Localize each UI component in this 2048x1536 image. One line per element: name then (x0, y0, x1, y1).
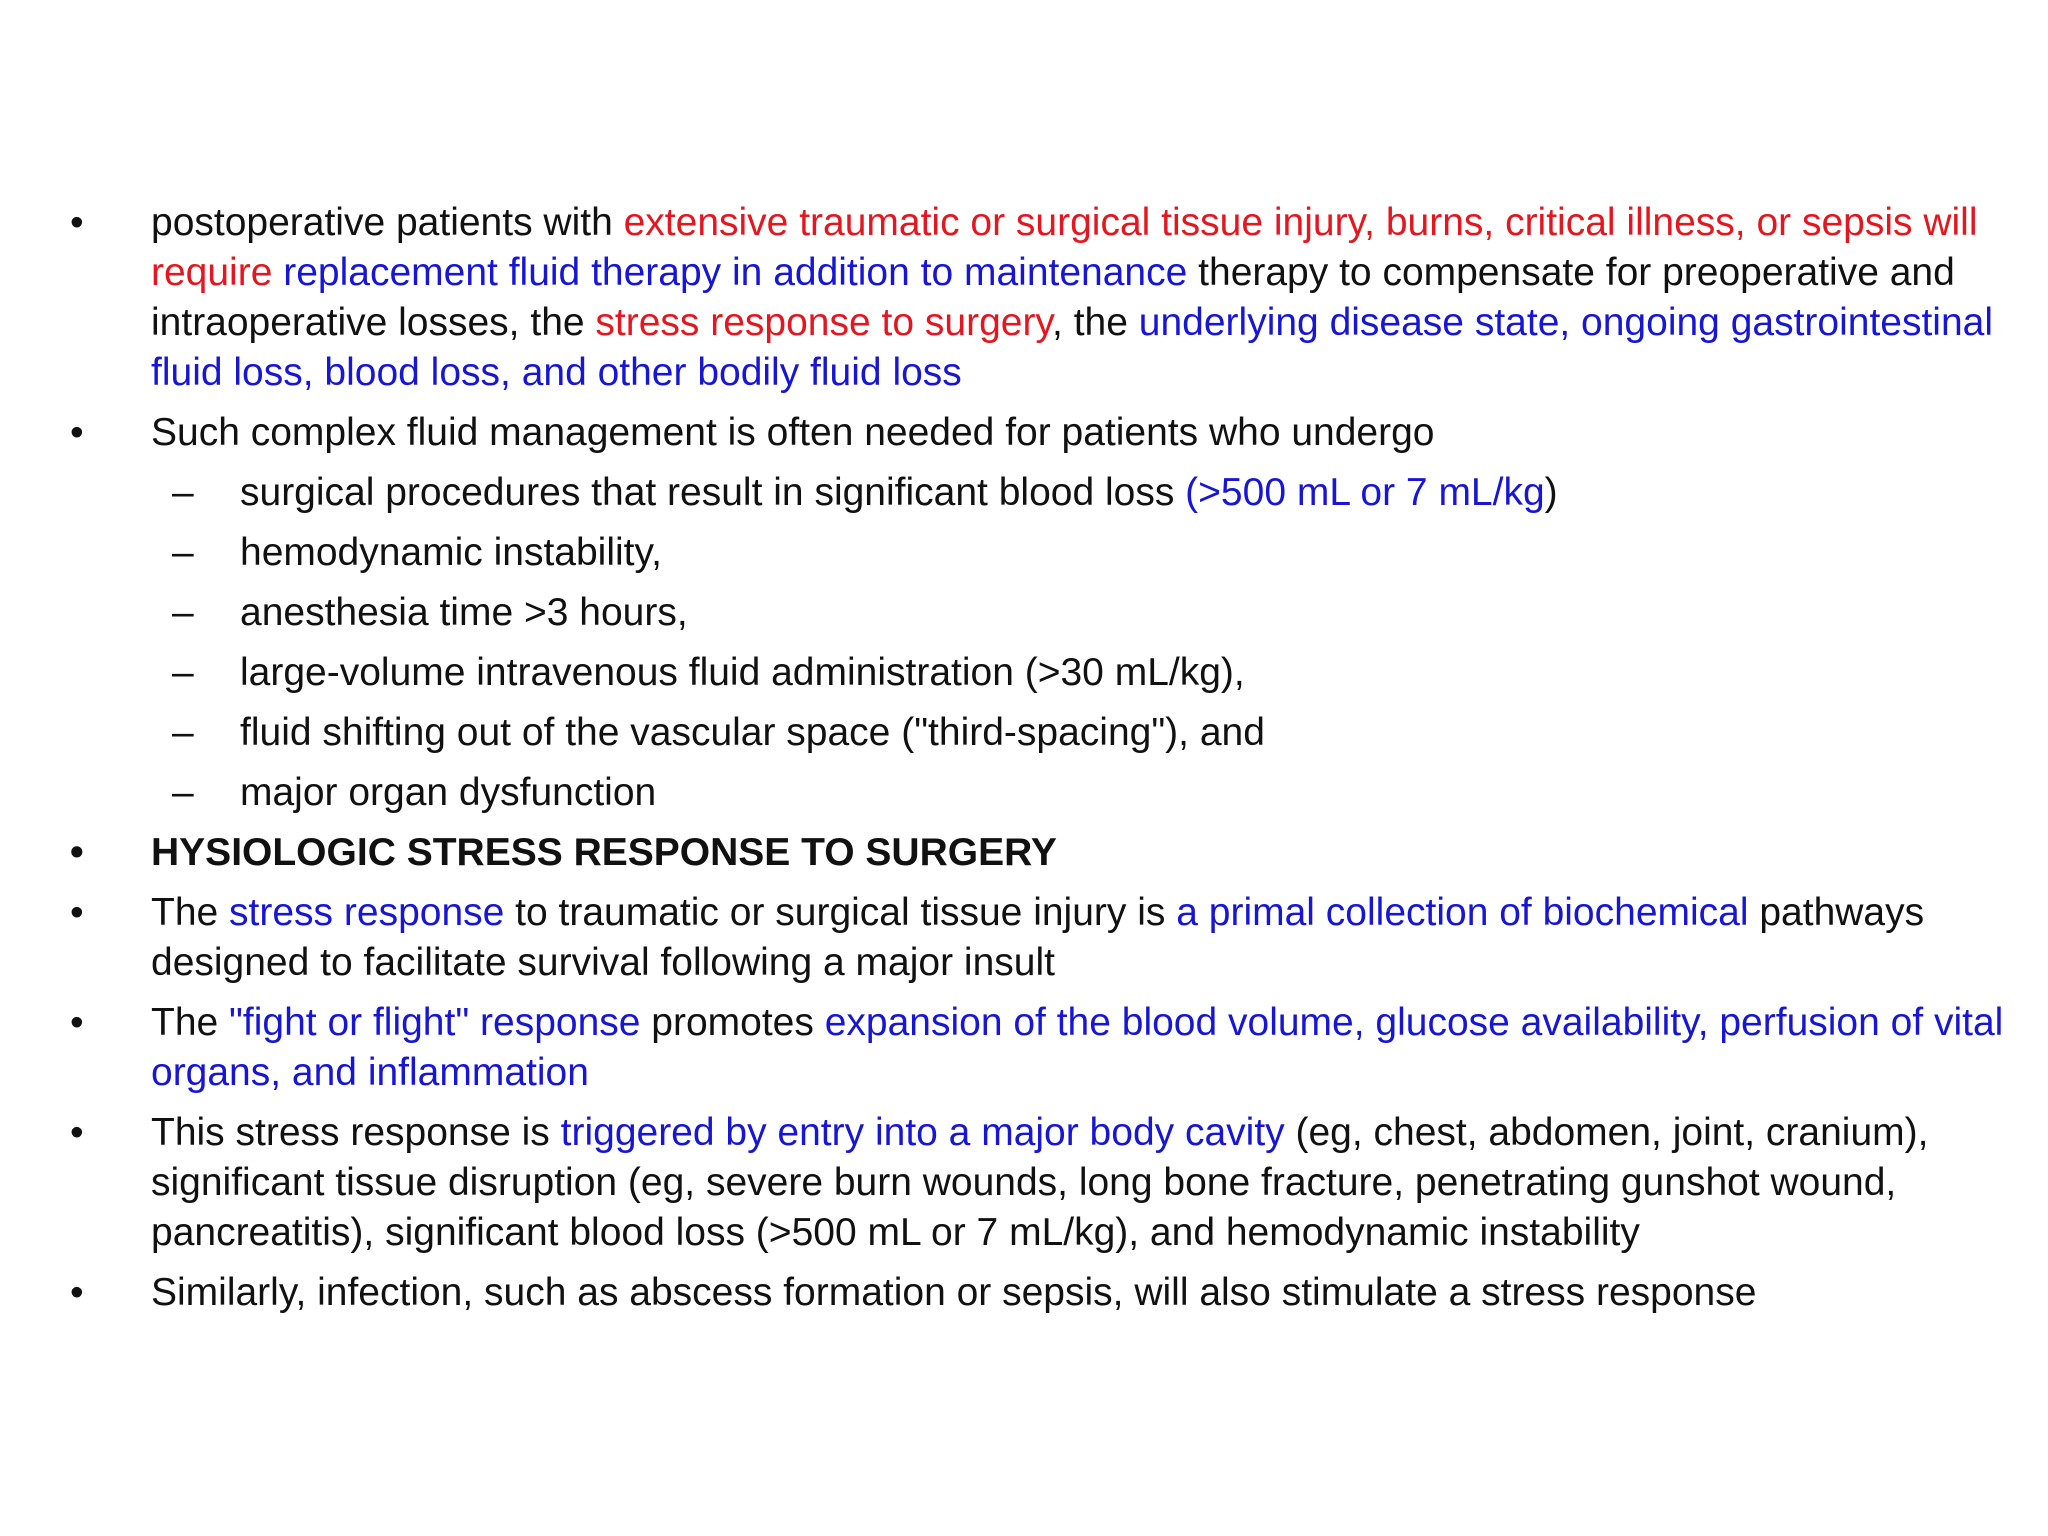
sub-bullet-item (64, 768, 2014, 818)
bullet-marker: • (70, 891, 84, 934)
sub-bullet-item (64, 528, 2014, 578)
dash-marker: – (172, 771, 194, 814)
bullet-item (64, 198, 2014, 398)
text-segment: promotes (640, 1001, 825, 1044)
text-segment: The (151, 1001, 230, 1044)
text-segment: triggered by entry into a major body cavity (560, 1111, 1285, 1154)
dash-marker: – (172, 471, 194, 514)
text-segment: pathways designed to facilitate survival following a major insult (151, 891, 1925, 984)
text-segment: anesthesia time >3 hours, (240, 591, 688, 634)
bullet-list (64, 198, 2014, 1328)
bullet-item (64, 1108, 2014, 1258)
text-segment: hemodynamic instability, (240, 531, 662, 574)
text-segment: a primal collection of biochemical (1176, 891, 1749, 934)
sub-bullet-item (64, 708, 2014, 758)
bullet-item (64, 408, 2014, 458)
text-segment: "fight or flight" response (229, 1001, 641, 1044)
sub-bullet-item (64, 648, 2014, 698)
bullet-item (64, 1268, 2014, 1318)
text-segment: This stress response is (151, 1111, 561, 1154)
text-segment: to traumatic or surgical tissue injury is (504, 891, 1177, 934)
text-segment: extensive traumatic or surgical tissue injury, burns, critical illness, or sepsis will require (151, 201, 1978, 294)
text-segment: ) (1544, 471, 1558, 514)
text-segment: Such complex fluid management is often needed for patients who undergo (151, 411, 1435, 454)
bullet-marker: • (70, 201, 84, 244)
bullet-marker: • (70, 1111, 84, 1154)
bullet-marker: • (70, 411, 84, 454)
text-segment: , the (1052, 301, 1139, 344)
dash-marker: – (172, 651, 194, 694)
text-segment: stress response (229, 891, 505, 934)
dash-marker: – (172, 711, 194, 754)
text-segment: postoperative patients with (151, 201, 624, 244)
text-segment: therapy to compensate for preoperative and intraoperative losses, the (151, 251, 1955, 344)
text-segment: HYSIOLOGIC STRESS RESPONSE TO SURGERY (151, 831, 1057, 874)
text-segment: Similarly, infection, such as abscess formation or sepsis, will also stimulate a stress response (151, 1271, 1757, 1314)
text-segment (272, 251, 283, 294)
text-segment: underlying disease state, ongoing gastrointestinal fluid loss, blood loss, and other bodily fluid loss (151, 301, 1994, 394)
sub-bullet-item (64, 468, 2014, 518)
bullet-marker: • (70, 831, 84, 874)
bullet-item (64, 828, 2014, 878)
bullet-item (64, 998, 2014, 1098)
text-segment: stress response to surgery (595, 301, 1053, 344)
bullet-marker: • (70, 1271, 84, 1314)
bullet-marker: • (70, 1001, 84, 1044)
text-segment: The (151, 891, 230, 934)
text-segment: large-volume intravenous fluid administration (>30 mL/kg), (240, 651, 1245, 694)
bullet-item (64, 888, 2014, 988)
text-segment: replacement fluid therapy in addition to maintenance (283, 251, 1188, 294)
text-segment: (eg, chest, abdomen, joint, cranium), significant tissue disruption (eg, severe burn wounds, long bone fracture, penetrating gunshot wound, pancreatitis), significant blood loss (>500 mL or 7 mL/kg), and hemodynamic instability (151, 1111, 1929, 1254)
text-segment: major organ dysfunction (240, 771, 657, 814)
text-segment: surgical procedures that result in significant blood loss (240, 471, 1186, 514)
dash-marker: – (172, 591, 194, 634)
sub-bullet-item (64, 588, 2014, 638)
text-segment: expansion of the blood volume, glucose availability, perfusion of vital organs, and inflammation (151, 1001, 2004, 1094)
text-segment: fluid shifting out of the vascular space ("third-spacing"), and (240, 711, 1265, 754)
text-segment: (>500 mL or 7 mL/kg (1185, 471, 1545, 514)
dash-marker: – (172, 531, 194, 574)
